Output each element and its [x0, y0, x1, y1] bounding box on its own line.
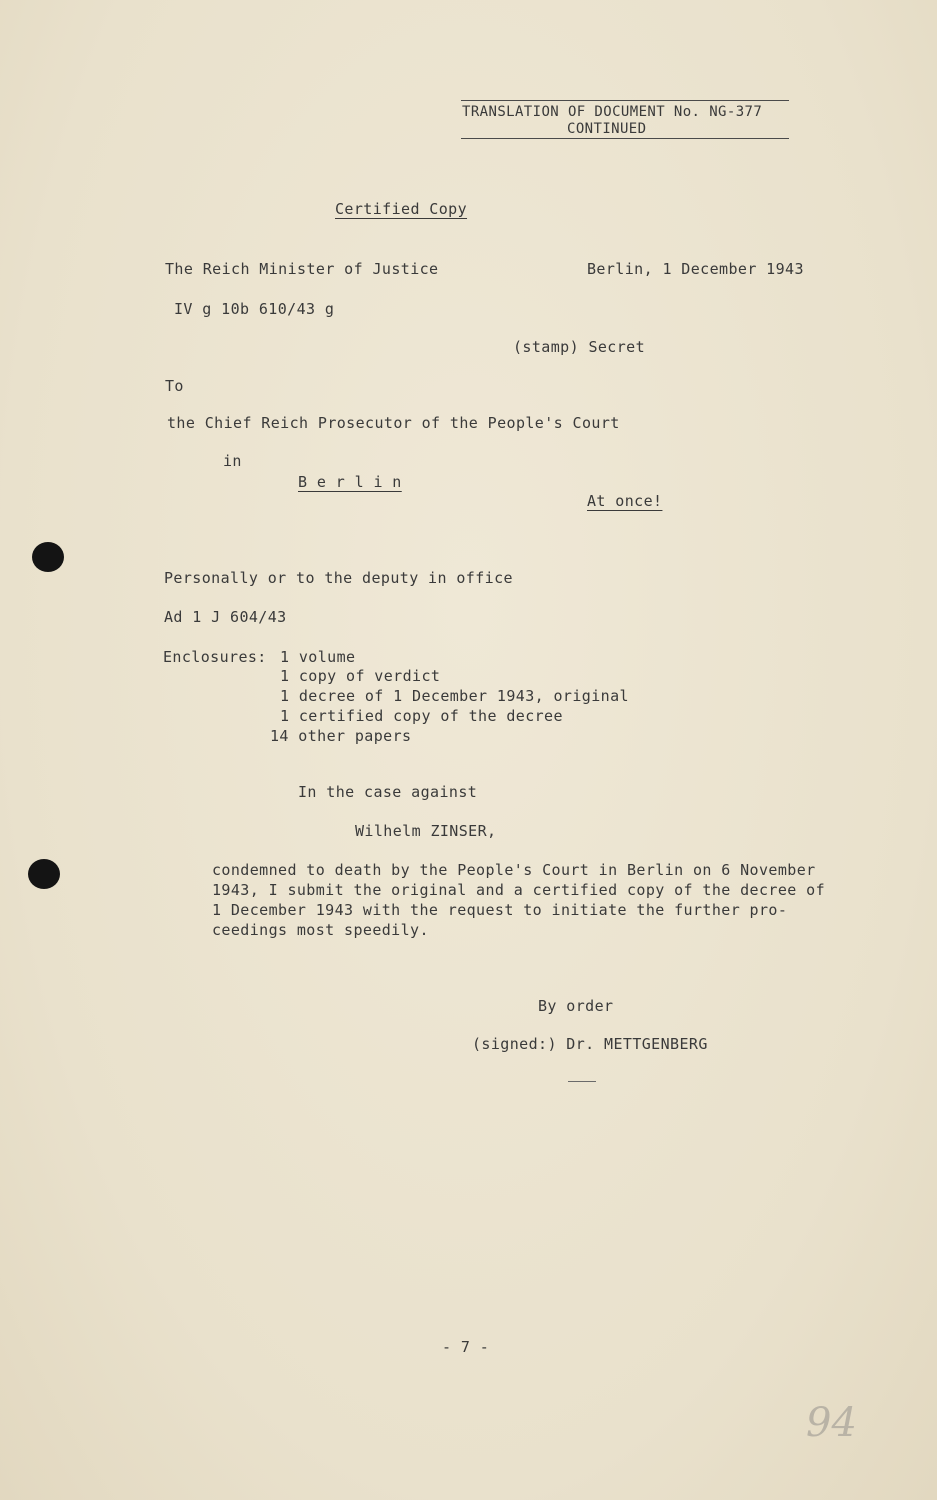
- city: B e r l i n: [298, 473, 402, 491]
- body-line: condemned to death by the People's Court in Berlin on 6 November: [212, 861, 816, 879]
- punch-hole-bottom: [28, 859, 60, 889]
- by-order: By order: [538, 997, 614, 1015]
- header-rule-top: [461, 100, 789, 101]
- punch-hole-top: [32, 542, 64, 572]
- defendant-name: Wilhelm ZINSER,: [355, 822, 497, 840]
- in-label: in: [223, 452, 242, 470]
- urgent-note: At once!: [587, 492, 663, 510]
- enclosures-label: Enclosures:: [163, 648, 267, 666]
- enclosure-item: 1 certified copy of the decree: [280, 707, 563, 725]
- ad-reference: Ad 1 J 604/43: [164, 608, 287, 626]
- header-continued: CONTINUED: [567, 121, 647, 137]
- secret-stamp: (stamp) Secret: [513, 338, 646, 356]
- header-rule-bottom: [461, 138, 789, 139]
- body-line: 1943, I submit the original and a certified copy of the decree of: [212, 881, 825, 899]
- enclosure-item: 1 volume: [280, 648, 356, 666]
- signature-line: (signed:) Dr. METTGENBERG: [472, 1035, 708, 1053]
- page-number: - 7 -: [442, 1338, 490, 1356]
- reference-number: IV g 10b 610/43 g: [174, 300, 335, 318]
- body-line: 1 December 1943 with the request to initiate the further pro-: [212, 901, 788, 919]
- to-label: To: [165, 377, 184, 395]
- case-intro: In the case against: [298, 783, 478, 801]
- personally-note: Personally or to the deputy in office: [164, 569, 513, 587]
- enclosure-item: 1 decree of 1 December 1943, original: [280, 687, 629, 705]
- handwritten-page-mark: 94: [806, 1400, 857, 1446]
- addressee: the Chief Reich Prosecutor of the People's Court: [167, 414, 620, 432]
- enclosure-item: 1 copy of verdict: [280, 667, 441, 685]
- enclosure-item: 14 other papers: [270, 727, 412, 745]
- header-title: TRANSLATION OF DOCUMENT No. NG-377: [462, 104, 763, 120]
- sender: The Reich Minister of Justice: [165, 260, 439, 278]
- certified-copy-heading: Certified Copy: [335, 200, 468, 218]
- body-line: ceedings most speedily.: [212, 921, 429, 939]
- place-date: Berlin, 1 December 1943: [587, 260, 804, 278]
- closing-dash: [568, 1081, 596, 1082]
